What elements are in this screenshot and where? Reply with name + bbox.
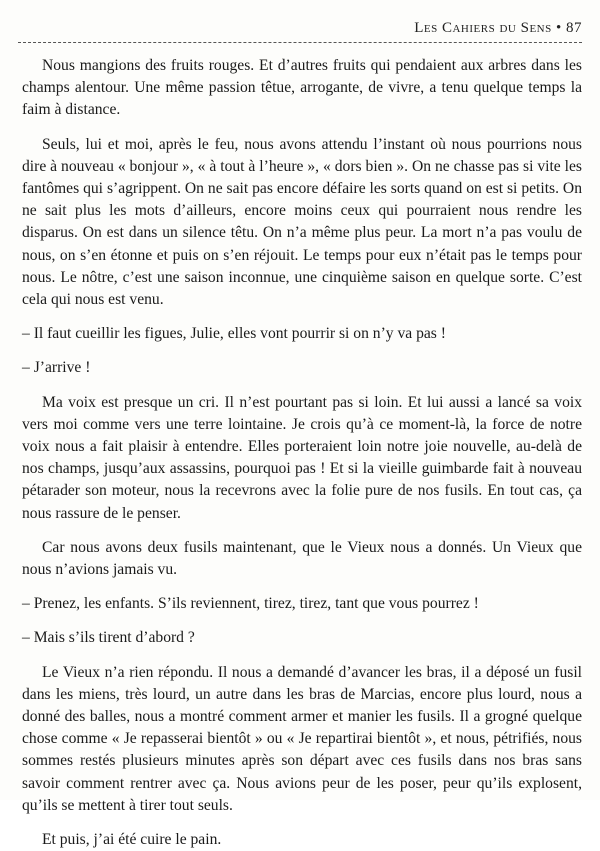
paragraph: Car nous avons deux fusils maintenant, que le Vieux nous a donnés. Un Vieux que nous n’avions jamais vu. bbox=[22, 538, 582, 579]
header-text bbox=[414, 20, 582, 37]
header-separator: • bbox=[555, 20, 562, 36]
paragraph: Nous mangions des fruits rouges. Et d’autres fruits qui pendaient aux arbres dans les champs alentour. Une même passion têtue, arrogante, de vivre, a tenu quelque temps la faim à distance. bbox=[22, 57, 582, 119]
dialogue-line: – Prenez, les enfants. S’ils reviennent, tirez, tirez, tant que vous pourrez ! bbox=[22, 595, 479, 613]
running-header bbox=[18, 14, 582, 43]
paragraph: Le Vieux n’a rien répondu. Il nous a demandé d’avancer les bras, il a déposé un fusil dans les miens, très lourd, un autre dans les bras de Marcias, encore plus lourd, nous a donné des balles, nous a montré comment armer et manier les fusils. Il a grogné quelque chose comme « Je repasserai bientôt » ou « Je repartirai bientôt », et nous, pétrifiés, nous sommes restés plusieurs minutes après son départ avec ces fusils dans nos bras sans savoir comment rentrer avec ça. Nous avions peur de les poser, peur qu’ils explosent, qu’ils se mettent à tirer tout seuls. bbox=[22, 663, 582, 814]
dialogue-line: – Mais s’ils tirent d’abord ? bbox=[22, 629, 195, 647]
paragraph: Ma voix est presque un cri. Il n’est pourtant pas si loin. Et lui aussi a lancé sa voix vers moi comme vers une terre lointaine. Je crois qu’à ce moment-là, la force de notre voix nous a fait plaisir à entendre. Elles porteraient loin notre joie nouvelle, au-delà de nos champs, jusqu’aux assassins, pourquoi pas ! Et si la vieille guimbarde fait à nouveau pétarader son moteur, nous la recevrons avec la folie pure de nos fusils. En tout cas, ça nous rassure de le penser. bbox=[22, 393, 582, 522]
paragraph: Seuls, lui et moi, après le feu, nous avons attendu l’instant où nous pourrions nous dire à nouveau « bonjour », « à tout à l’heure », « dors bien ». On ne chasse pas si vite les fantômes qui s’agrippent. On ne sait pas encore défaire les sorts quand on est si petits. On ne sait plus les mots d’ailleurs, encore moins ceux qui pourraient nous rendre les disparus. On est dans un silence têtu. On n’a même plus peur. La mort n’a pas voulu de nous, on s’en étonne et puis on s’en réjouit. Le temps pour eux n’était pas le temps pour nous. Le nôtre, c’est une saison inconnue, une cinquième saison en quelque sorte. C’est cela qui nous est venu. bbox=[22, 135, 582, 309]
page-body bbox=[22, 55, 582, 851]
dialogue-line: – J’arrive ! bbox=[22, 359, 91, 377]
paragraph: Et puis, j’ai été cuire le pain. bbox=[42, 831, 222, 849]
page-number: 87 bbox=[566, 20, 582, 36]
journal-title: Les Cahiers du Sens bbox=[414, 20, 552, 36]
dialogue-line: – Il faut cueillir les figues, Julie, elles vont pourrir si on n’y va pas ! bbox=[22, 325, 446, 343]
